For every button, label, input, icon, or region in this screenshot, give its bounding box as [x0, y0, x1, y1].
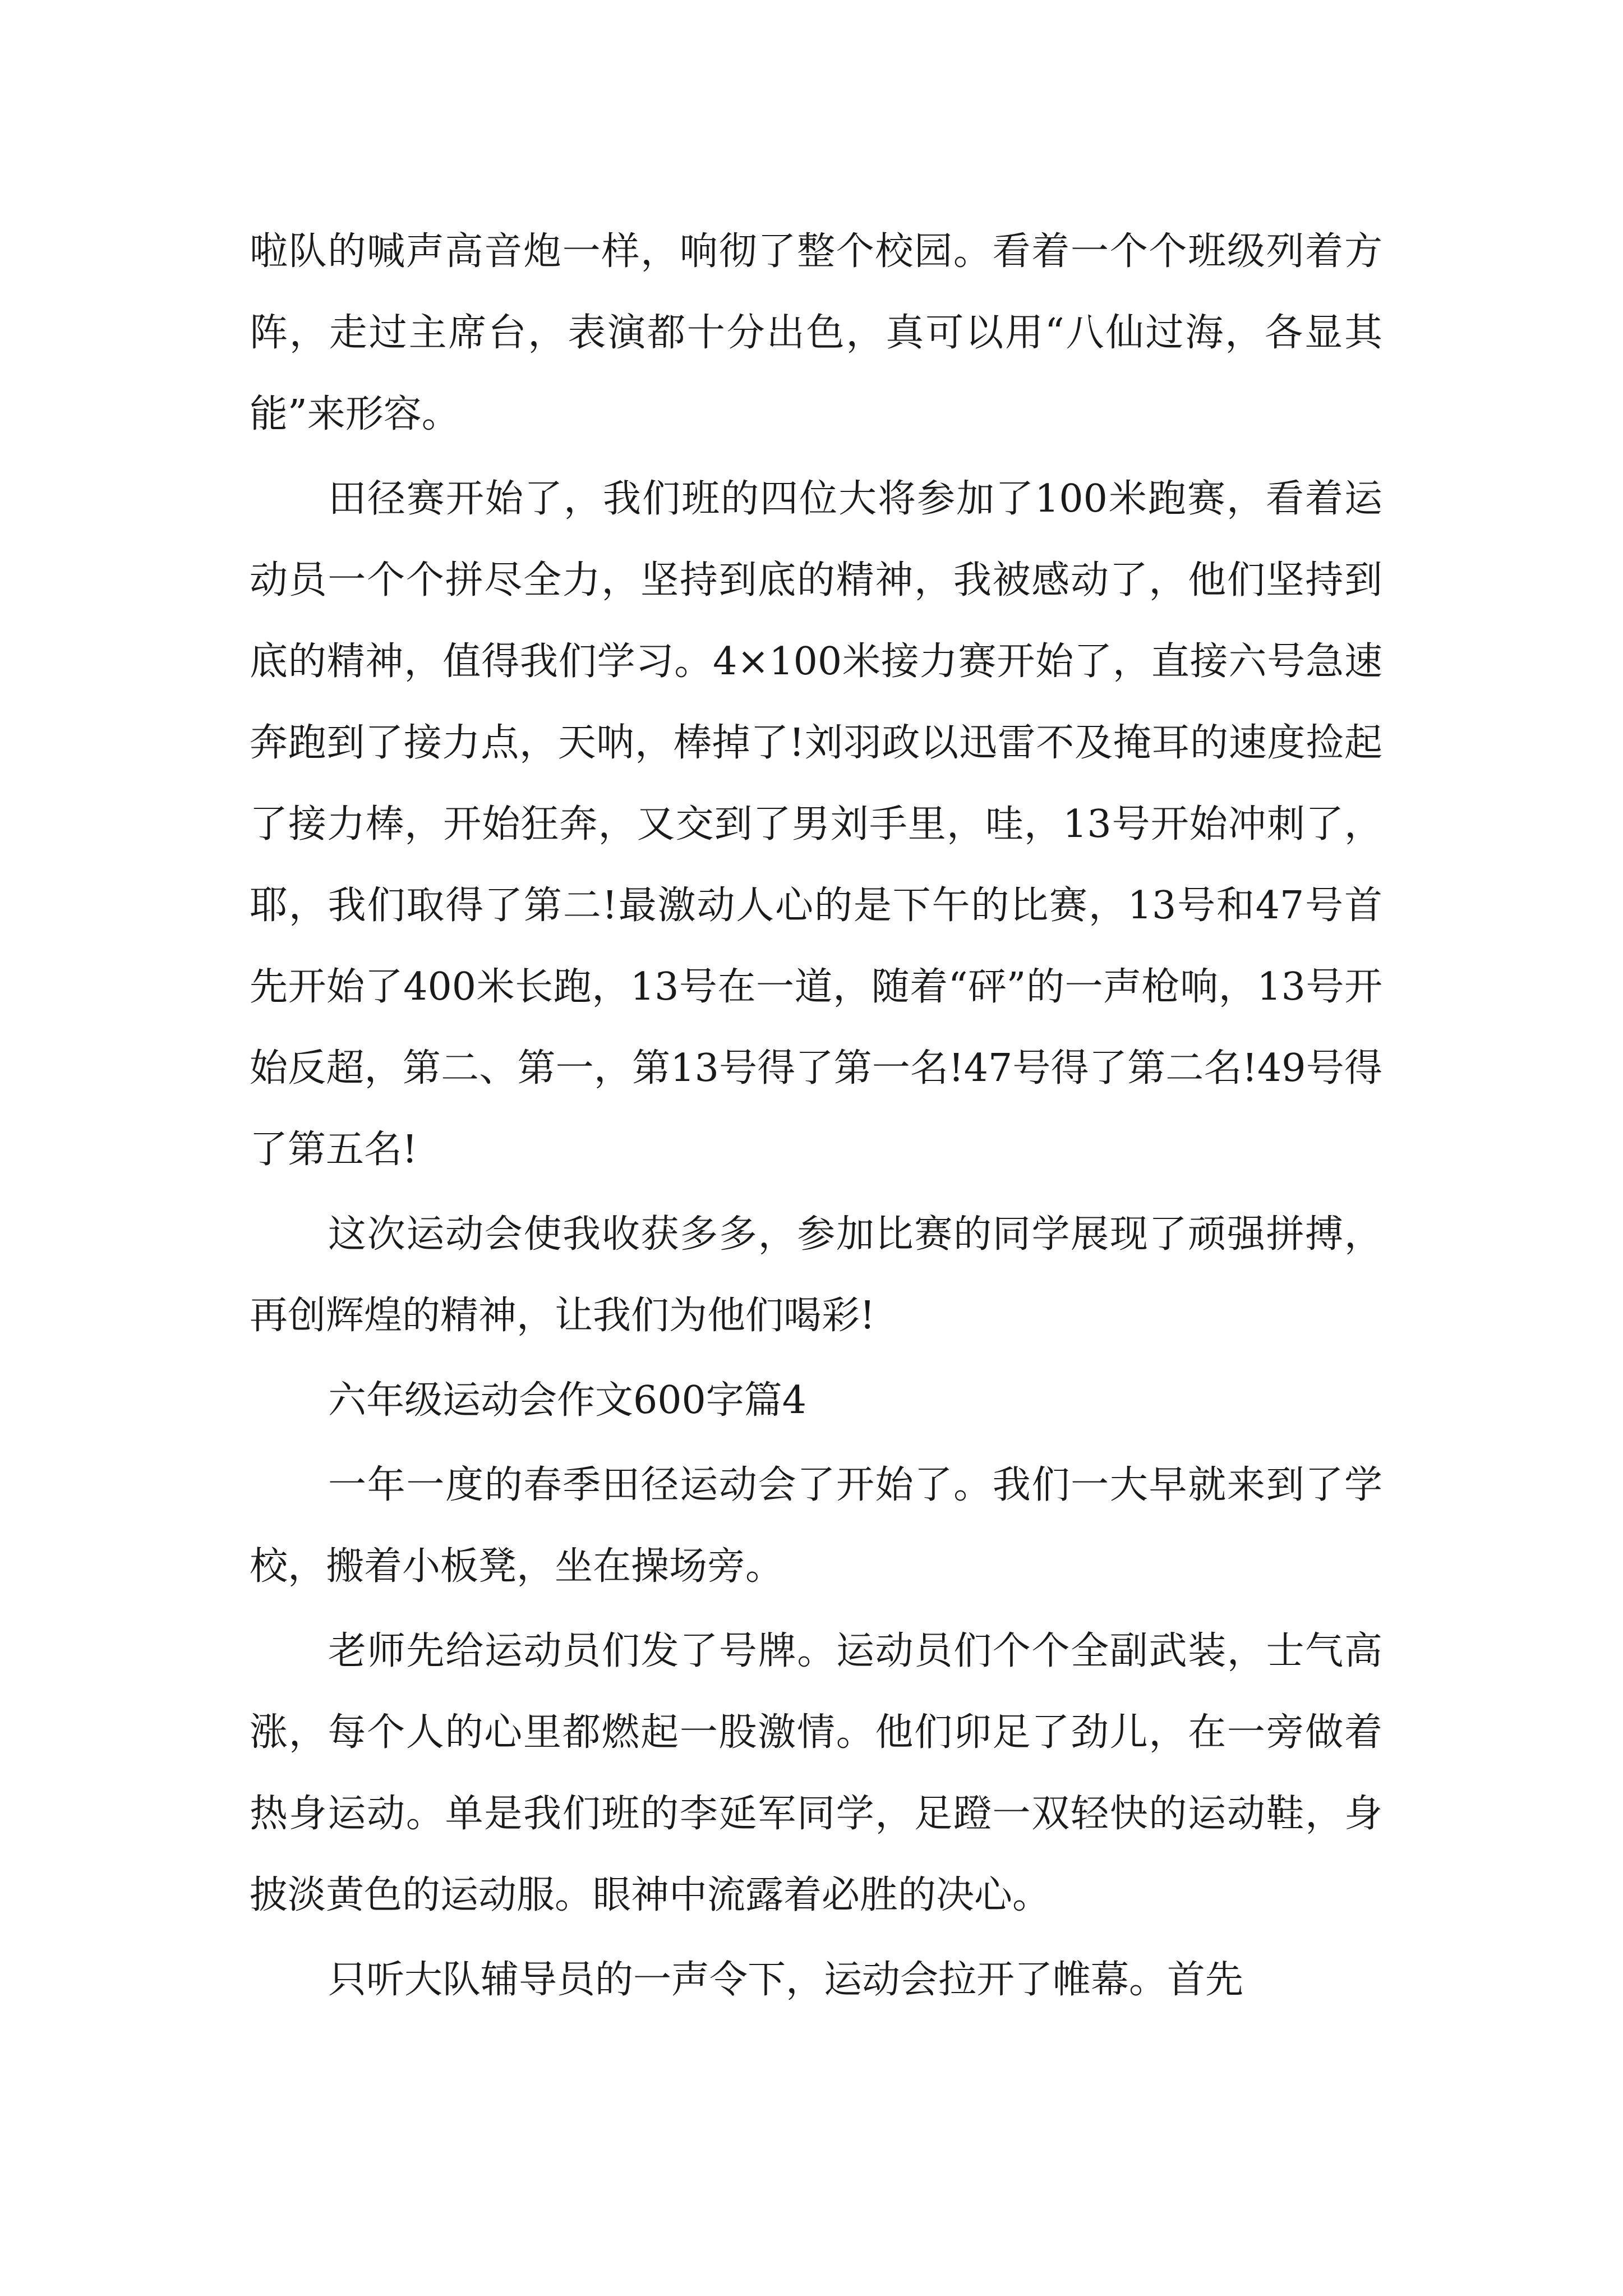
section-heading: 六年级运动会作文600字篇4: [328, 1378, 807, 1423]
paragraph-continuation: 啦队的喊声高音炮一样，响彻了整个校园。看着一个个班级列着方阵，走过主席台，表演都十分出色，真可以用“八仙过海，各显其能”来形容。: [250, 229, 1382, 436]
paragraph-track-race: 田径赛开始了，我们班的四位大将参加了100米跑赛，看着运动员一个个拼尽全力，坚持到底的精神，我被感动了，他们坚持到底的精神，值得我们学习。4×100米接力赛开始了，直接六号急速奔跑到了接力点，天呐，棒掉了!刘羽政以迅雷不及掩耳的速度捡起了接力棒，开始狂奔，又交到了男刘手里，哇，13号开始冲刺了，耶，我们取得了第二!最激动人心的是下午的比赛，13号和47号首先开始了400米长跑，13号在一道，随着“砰”的一声枪响，13号开始反超，第二、第一，第13号得了第一名!47号得了第二名!49号得了第五名!: [250, 477, 1382, 1172]
paragraph-harvest: 这次运动会使我收获多多，参加比赛的同学展现了顽强拼搏，再创辉煌的精神，让我们为他们喝彩!: [250, 1212, 1382, 1338]
paragraph-opening: 只听大队辅导员的一声令下，运动会拉开了帷幕。首先: [328, 1958, 1244, 2002]
document-body: [250, 211, 1382, 2024]
paragraph-teacher: 老师先给运动员们发了号牌。运动员们个个全副武装，士气高涨，每个人的心里都燃起一股激情。他们卯足了劲儿，在一旁做着热身运动。单是我们班的李延军同学，足蹬一双轻快的运动鞋，身披淡黄色的运动服。眼神中流露着必胜的决心。: [250, 1629, 1382, 1917]
paragraph-intro: 一年一度的春季田径运动会了开始了。我们一大早就来到了学校，搬着小板凳，坐在操场旁。: [250, 1463, 1382, 1589]
